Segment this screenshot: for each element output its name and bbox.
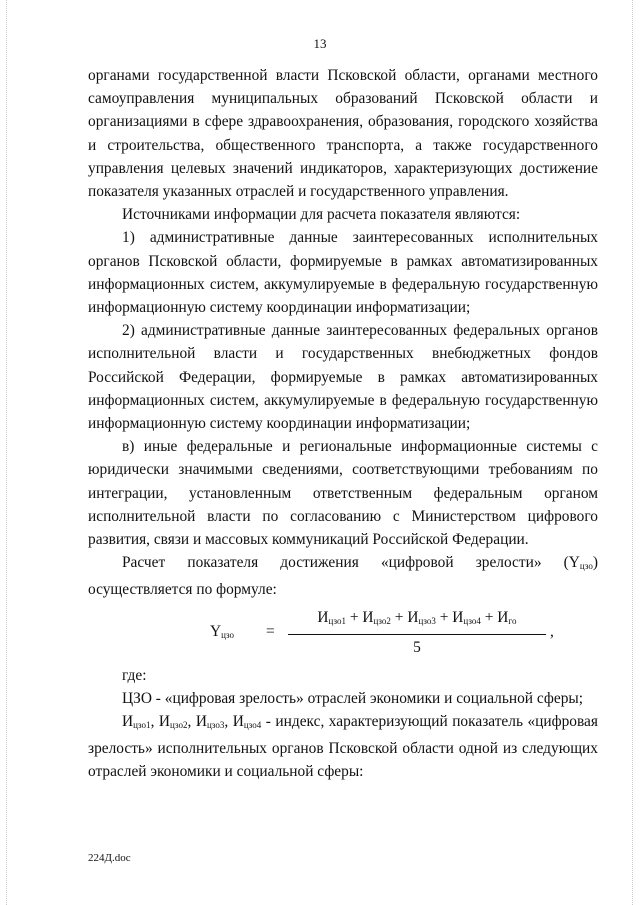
file-name-footer: 224Д.doc <box>88 852 131 864</box>
body-text <box>88 64 598 784</box>
plus-sign: + <box>345 608 363 626</box>
formula-term: $И_{цзо2}$ <box>362 608 391 626</box>
plus-sign: + <box>435 608 453 626</box>
paragraph-2: Источниками информации для расчета показателя являются: <box>122 206 521 224</box>
formula-intro-text: Расчет показателя достижения «цифровой зрелости» (Y <box>122 554 580 572</box>
paragraph-1: органами государственной власти Псковской области, органами местного самоуправления муниципальных образований Псковской области и организациями в сфере здравоохранения, образования, городского хозяйства и строительства, общественного транспорта, а также государственного управления целевых значений индикаторов, характеризующих достижение показателя указанных отраслей и государственного управления. <box>88 67 598 201</box>
plus-sign: + <box>480 608 498 626</box>
formula-denominator: 5 <box>413 638 421 656</box>
formula-intro-subscript: цзо <box>579 561 593 572</box>
paragraph-6 <box>88 551 598 601</box>
formula-term: $И_{цзо1}$ <box>317 608 346 626</box>
index-symbol: $И_{цзо3}$, <box>195 713 233 731</box>
plus-sign: + <box>390 608 408 626</box>
paragraph-3: 1) административные данные заинтересованных исполнительных органов Псковской области, формируемые в рамках автоматизированных информационных систем, аккумулируемые в федеральную государственную информационную систему координации информатизации; <box>88 229 598 317</box>
page-number: 13 <box>313 36 327 51</box>
paragraph-7: где: <box>122 666 147 684</box>
index-symbol: $И_{цзо1}$, <box>122 713 159 731</box>
right-scan-edge <box>632 0 634 905</box>
formula-term: $И_{цзо4}$ <box>452 608 481 626</box>
index-symbol: $И_{цзо2}$, <box>158 713 196 731</box>
left-scan-edge <box>6 0 8 905</box>
formula-lhs: $Y_{цзо}$ <box>210 622 235 640</box>
formula-intro-end: ) осуществляется по формуле: <box>88 554 598 599</box>
index-list <box>122 713 266 730</box>
paragraph-9 <box>88 710 598 784</box>
paragraph-4: 2) административные данные заинтересованных федеральных органов исполнительной власти и государственных внебюджетных фондов Российской Федерации, формируемые в рамках автоматизированных информационных систем, аккумулируемые в федеральную государственную информационную систему координации информатизации; <box>88 322 598 433</box>
index-symbol: $И_{цзо4}$ <box>232 713 262 731</box>
formula-term: $И_{гo}$ <box>497 608 517 626</box>
paragraph-9-text: - индекс, характеризующий показатель «цифровая зрелость» исполнительных органов Псковской области одной из следующих отраслей экономики и социальной сферы: <box>88 713 598 781</box>
paragraph-8: ЦЗО - «цифровая зрелость» отраслей экономики и социальной сферы; <box>122 689 584 707</box>
formula-equals: = <box>266 622 275 640</box>
formula-fraction <box>288 606 546 659</box>
paragraph-5: в) иные федеральные и региональные информационные системы с юридически значимыми сведениями, соответствующими требованиям по интеграции, установленным ответственным федеральным органом исполнительной власти по согласованию с Министерством цифрового развития, связи и массовых коммуникаций Российской Федерации. <box>88 438 598 549</box>
formula-comma: , <box>550 622 554 640</box>
fraction-bar <box>288 634 546 635</box>
formula <box>88 606 598 664</box>
formula-numerator <box>288 606 546 633</box>
formula-term: $И_{цзо3}$ <box>407 608 436 626</box>
